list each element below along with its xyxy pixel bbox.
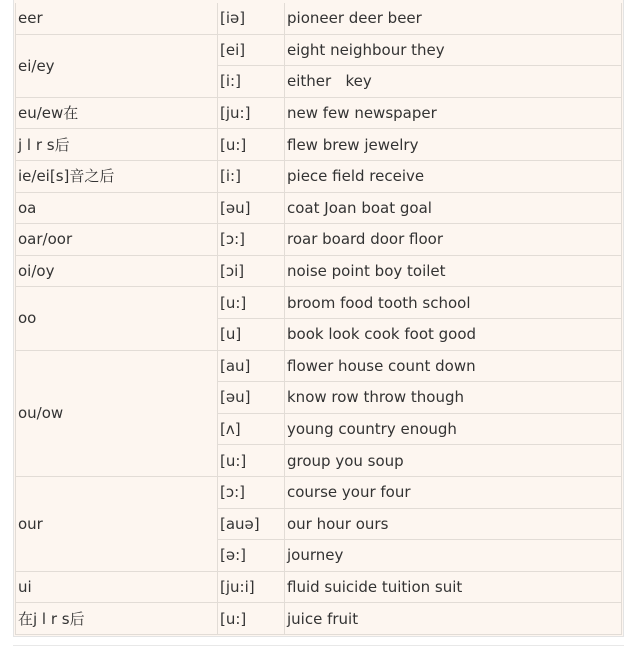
phonics-table-body xyxy=(16,3,622,634)
example-words-cell: coat Joan boat goal xyxy=(285,192,622,224)
phonetic-symbol-cell: [iə] xyxy=(218,3,285,34)
letter-pattern-cell: ui xyxy=(16,571,218,603)
table-row xyxy=(16,255,622,287)
example-words-cell: know row throw though xyxy=(285,382,622,414)
letter-pattern-cell: eu/ew在 xyxy=(16,97,218,129)
letter-pattern-cell: oo xyxy=(16,287,218,350)
example-words-cell: flew brew jewelry xyxy=(285,129,622,161)
example-words-cell: journey xyxy=(285,540,622,572)
example-words-cell: our hour ours xyxy=(285,508,622,540)
letter-pattern-cell: ou/ow xyxy=(16,350,218,476)
table-bottom-edge xyxy=(13,636,624,646)
table-row xyxy=(16,350,622,382)
phonetic-symbol-cell: [au] xyxy=(218,350,285,382)
phonetic-symbol-cell: [ɔ:] xyxy=(218,476,285,508)
example-words-cell: flower house count down xyxy=(285,350,622,382)
example-words-cell: pioneer deer beer xyxy=(285,3,622,34)
letter-pattern-cell: 在j l r s后 xyxy=(16,603,218,635)
table-row xyxy=(16,287,622,319)
table-row xyxy=(16,129,622,161)
phonetic-symbol-cell: [u:] xyxy=(218,603,285,635)
letter-pattern-cell: ie/ei[s]音之后 xyxy=(16,160,218,192)
example-words-cell: fluid suicide tuition suit xyxy=(285,571,622,603)
phonetic-symbol-cell: [ɔi] xyxy=(218,255,285,287)
example-words-cell: juice fruit xyxy=(285,603,622,635)
phonetic-symbol-cell: [əu] xyxy=(218,192,285,224)
table-row xyxy=(16,3,622,34)
phonics-table xyxy=(15,3,622,635)
phonetic-symbol-cell: [ju:i] xyxy=(218,571,285,603)
table-row xyxy=(16,571,622,603)
phonetic-symbol-cell: [u:] xyxy=(218,445,285,477)
example-words-cell: group you soup xyxy=(285,445,622,477)
letter-pattern-cell: oa xyxy=(16,192,218,224)
example-words-cell: roar board door floor xyxy=(285,224,622,256)
phonetic-symbol-cell: [i:] xyxy=(218,160,285,192)
phonetic-symbol-cell: [ʌ] xyxy=(218,413,285,445)
phonetic-symbol-cell: [ə:] xyxy=(218,540,285,572)
example-words-cell: book look cook foot good xyxy=(285,318,622,350)
table-row xyxy=(16,224,622,256)
letter-pattern-cell: eer xyxy=(16,3,218,34)
table-row xyxy=(16,160,622,192)
phonetic-symbol-cell: [ɔ:] xyxy=(218,224,285,256)
example-words-cell: young country enough xyxy=(285,413,622,445)
table-row xyxy=(16,476,622,508)
table-row xyxy=(16,34,622,66)
phonetic-symbol-cell: [i:] xyxy=(218,66,285,98)
phonetic-symbol-cell: [auə] xyxy=(218,508,285,540)
example-words-cell: either key xyxy=(285,66,622,98)
phonetic-symbol-cell: [u:] xyxy=(218,129,285,161)
letter-pattern-cell: our xyxy=(16,476,218,571)
example-words-cell: broom food tooth school xyxy=(285,287,622,319)
letter-pattern-cell: j l r s后 xyxy=(16,129,218,161)
phonetic-symbol-cell: [əu] xyxy=(218,382,285,414)
table-row xyxy=(16,603,622,635)
phonetic-symbol-cell: [u:] xyxy=(218,287,285,319)
phonetic-symbol-cell: [ei] xyxy=(218,34,285,66)
table-row xyxy=(16,97,622,129)
example-words-cell: course your four xyxy=(285,476,622,508)
phonetic-symbol-cell: [u] xyxy=(218,318,285,350)
phonetic-symbol-cell: [ju:] xyxy=(218,97,285,129)
table-row xyxy=(16,192,622,224)
example-words-cell: piece field receive xyxy=(285,160,622,192)
example-words-cell: noise point boy toilet xyxy=(285,255,622,287)
letter-pattern-cell: ei/ey xyxy=(16,34,218,97)
letter-pattern-cell: oi/oy xyxy=(16,255,218,287)
example-words-cell: eight neighbour they xyxy=(285,34,622,66)
example-words-cell: new few newspaper xyxy=(285,97,622,129)
letter-pattern-cell: oar/oor xyxy=(16,224,218,256)
